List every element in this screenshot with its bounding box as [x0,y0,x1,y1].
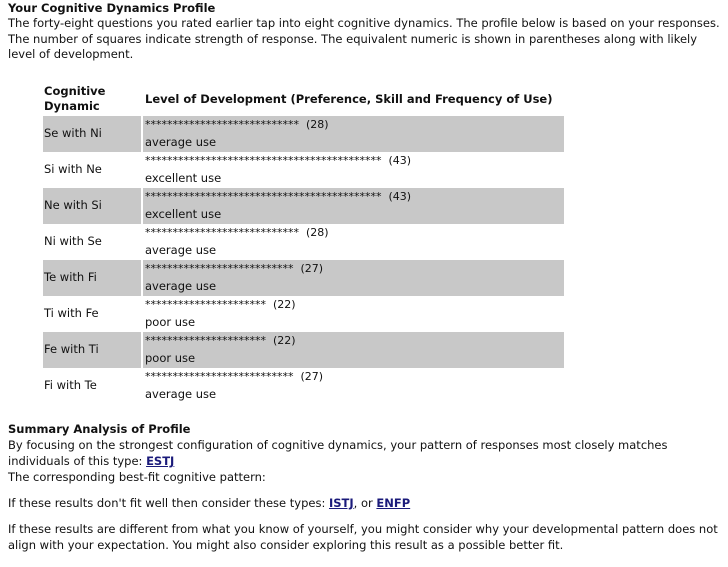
score-bar [145,261,323,276]
score-bar [145,117,329,132]
cell-divider [141,332,143,368]
score-value: (43) [388,154,412,167]
table-row [43,116,564,152]
score-stars: ********************** [145,334,266,347]
best-type-link[interactable]: ESTJ [146,454,175,468]
score-value: (28) [306,118,329,131]
dynamic-name: Fi with Te [44,378,97,392]
score-bar [145,333,296,348]
summary-section [8,421,726,553]
dynamic-name: Ni with Se [44,234,102,248]
summary-match-text: By focusing on the strongest configuration of cognitive dynamics, your pattern of responses most closely matches individuals of this type: [8,438,668,468]
summary-pattern-text: The corresponding best-fit cognitive pattern: [8,470,266,484]
alt-type-link-1[interactable]: ISTJ [328,496,354,510]
summary-alt-text: If these results don't fit well then consider these types: [8,496,329,510]
table-row [43,152,564,188]
table-body [43,116,564,404]
score-value: (27) [300,262,324,275]
score-bar [145,369,323,384]
score-value: (22) [273,298,296,311]
table-header [43,82,564,116]
level-text: poor use [145,351,196,365]
level-text: excellent use [145,207,222,221]
cell-divider [141,368,143,404]
header-dynamic: Cognitive Dynamic [44,84,106,113]
score-bar [145,225,329,240]
alt-type-link-2[interactable]: ENFP [376,496,411,510]
level-text: average use [145,279,217,293]
score-stars: ******************************************* [145,190,382,203]
score-value: (22) [273,334,296,347]
level-text: average use [145,135,217,149]
score-bar [145,153,411,168]
score-bar [145,297,296,312]
score-stars: *************************** [145,262,294,275]
cell-divider [141,116,143,152]
dynamic-name: Ne with Si [44,198,102,212]
dynamics-table [43,82,564,404]
table-row [43,296,564,332]
score-value: (27) [300,370,324,383]
summary-paragraph-match [8,437,726,469]
score-stars: ********************** [145,298,266,311]
level-text: average use [145,243,217,257]
table-row [43,332,564,368]
dynamic-name: Fe with Ti [44,342,99,356]
score-stars: ******************************************* [145,154,382,167]
level-text: excellent use [145,171,222,185]
score-stars: **************************** [145,118,299,131]
level-text: poor use [145,315,196,329]
table-row [43,260,564,296]
intro-text: The forty-eight questions you rated earlier tap into eight cognitive dynamics. The profile below is based on your responses. The number of squares indicate strength of response. The equivalent numeric is shown in parentheses along with likely level of development. [8,16,720,61]
profile-section [8,0,726,63]
summary-closing-text: If these results are different from what you know of yourself, you might consider why your developmental pattern does not align with your expectation. You might also consider exploring this result as a possible better fit. [8,522,718,552]
dynamic-name: Si with Ne [44,162,102,176]
alt-separator: , or [353,496,377,510]
dynamic-name: Te with Fi [44,270,97,284]
score-value: (28) [306,226,329,239]
score-stars: *************************** [145,370,294,383]
score-bar [145,189,411,204]
cell-divider [141,224,143,260]
table-row [43,224,564,260]
page-title: Your Cognitive Dynamics Profile [8,1,216,15]
score-stars: **************************** [145,226,299,239]
cell-divider [141,152,143,188]
cell-divider [141,260,143,296]
table-row [43,368,564,404]
header-level: Level of Development (Preference, Skill and Frequency of Use) [145,92,553,106]
summary-paragraph-alternatives [8,495,726,511]
cell-divider [141,188,143,224]
level-text: average use [145,387,217,401]
dynamic-name: Se with Ni [44,126,102,140]
table-row [43,188,564,224]
summary-title: Summary Analysis of Profile [8,422,191,436]
dynamic-name: Ti with Fe [44,306,99,320]
cell-divider [141,296,143,332]
score-value: (43) [388,190,412,203]
